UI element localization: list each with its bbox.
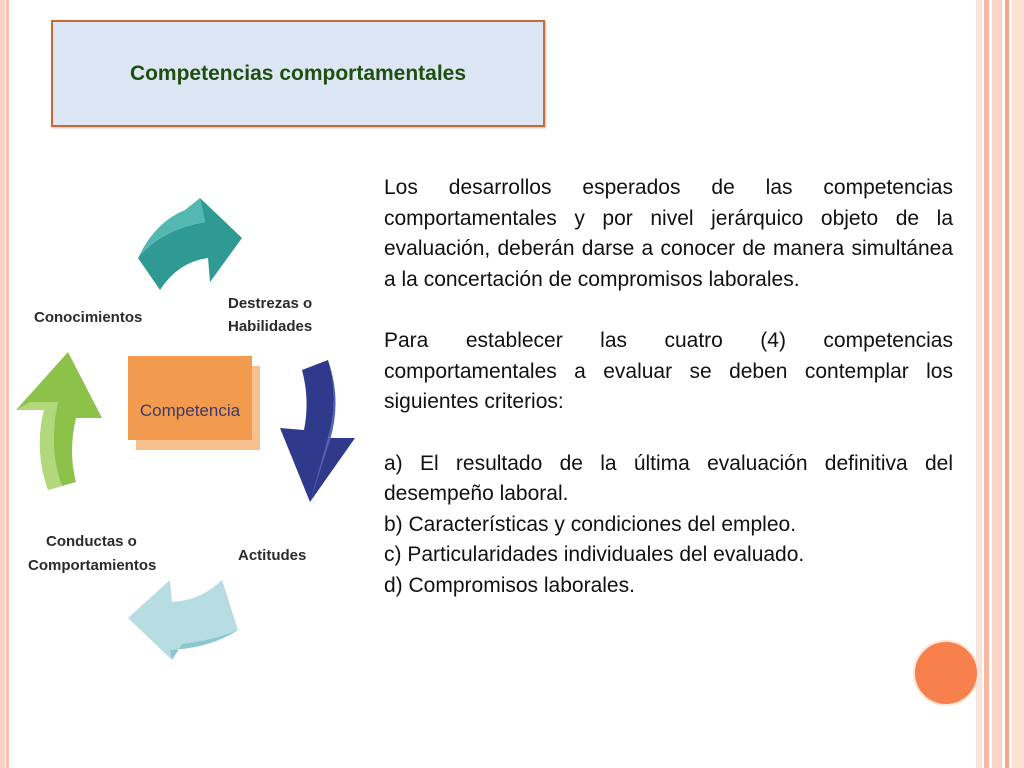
arrow-teal-icon xyxy=(138,198,242,290)
body-text xyxy=(384,173,953,601)
right-decorative-stripes xyxy=(976,0,1024,768)
arrow-navy-icon xyxy=(280,360,355,502)
decorative-circle xyxy=(913,640,979,706)
label-conductas-line1: Conductas o xyxy=(46,533,137,550)
label-destrezas-line2: Habilidades xyxy=(228,318,313,335)
slide-title: Competencias comportamentales xyxy=(129,61,467,85)
label-conductas-line2: Comportamientos xyxy=(28,557,157,574)
label-destrezas-line1: Destrezas o xyxy=(228,295,313,312)
title-box xyxy=(51,20,545,127)
arrow-green-icon xyxy=(16,352,102,490)
criteria-item-b: b) Características y condiciones del empleo. xyxy=(384,512,797,536)
arrow-lightblue-icon xyxy=(128,580,238,660)
paragraph-1: Los desarrollos esperados de las competencias comportamentales y por nivel jerárquico objeto de la evaluación, deberán darse a conocer de manera simultánea a la concertación de compromisos laborales. xyxy=(384,176,953,291)
paragraph-2: Para establecer las cuatro (4) competencias comportamentales a evaluar se deben contemplar los siguientes criterios: xyxy=(384,329,953,413)
criteria-item-a: a) El resultado de la última evaluación definitiva del desempeño laboral. xyxy=(384,451,953,505)
criteria-item-d: d) Compromisos laborales. xyxy=(384,573,635,597)
label-conocimientos: Conocimientos xyxy=(34,309,143,326)
criteria-item-c: c) Particularidades individuales del evaluado. xyxy=(384,543,805,566)
center-label: Competencia xyxy=(139,401,241,420)
competencia-center-box xyxy=(128,356,260,450)
label-actitudes: Actitudes xyxy=(238,547,307,564)
competency-cycle-diagram xyxy=(10,190,370,670)
